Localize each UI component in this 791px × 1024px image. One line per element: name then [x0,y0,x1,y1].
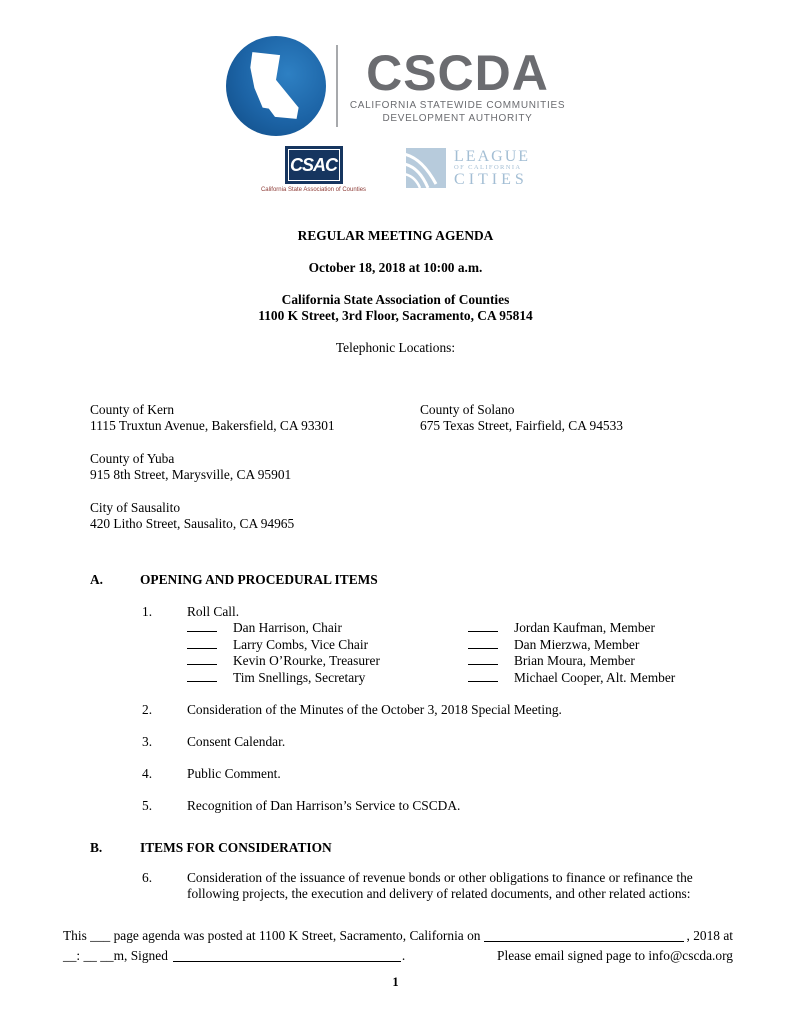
roll-call-entry [187,620,468,637]
roll-call-blank [187,620,217,632]
roll-call-name: Michael Cooper, Alt. Member [514,669,676,685]
date-blank [484,941,683,942]
posting-notice [63,926,733,966]
location-name: County of Kern [90,402,175,417]
item-text: Consideration of the issuance of revenue bonds or other obligations to finance or refinance the following projects, the execution and delivery of related documents, and other related actions: [187,870,693,901]
section-title: OPENING AND PROCEDURAL ITEMS [140,572,378,587]
league-line1: LEAGUE [454,148,531,165]
location-name: County of Solano [420,402,515,417]
meeting-datetime: October 18, 2018 at 10:00 a.m. [308,260,483,275]
agenda-item-consent-calendar [0,734,791,750]
roll-call-name: Jordan Kaufman, Member [514,620,655,635]
roll-call-entry [468,620,699,637]
roll-call-label: Roll Call. [187,604,240,619]
location-name: City of Sausalito [90,500,181,515]
posting-text: This ___ page agenda was posted at 1100 K Street, Sacramento, California on [63,928,481,943]
item-number: 2. [142,702,153,717]
meeting-title-block [0,228,791,356]
location-address: 1115 Truxtun Avenue, Bakersfield, CA 93301 [90,418,335,433]
item-number: 4. [142,766,153,781]
posting-notice-line1 [63,926,733,946]
league-line2: OF CALIFORNIA [454,164,522,171]
meeting-venue [0,292,791,324]
location-county-of-kern [90,402,420,434]
roll-call-blank [468,670,498,682]
roll-call-blank [187,653,217,665]
roll-call-name: Dan Harrison, Chair [233,620,342,635]
roll-call-blank [468,620,498,632]
agenda-item-roll-call [0,604,791,686]
item-text: Consent Calendar. [187,734,286,749]
roll-call-name: Dan Mierzwa, Member [514,636,640,652]
cscda-acronym: CSCDA [366,45,549,101]
roll-call-blank [468,637,498,649]
roll-call-name: Brian Moura, Member [514,653,635,668]
agenda-item-bond-issuance [0,870,791,902]
cscda-subtitle-line1: CALIFORNIA STATEWIDE COMMUNITIES [349,100,566,111]
section-letter: A. [90,572,104,587]
roll-call-entry [187,637,468,654]
location-county-of-solano [420,402,791,434]
item-text: Public Comment. [187,766,281,781]
roll-call-entry [187,653,468,670]
venue-address: 1100 K Street, 3rd Floor, Sacramento, CA 95814 [258,308,533,323]
csac-box-inner [288,149,340,181]
section-b-heading [0,840,791,856]
location-address: 915 8th Street, Marysville, CA 95901 [90,467,292,482]
location-name: County of Yuba [90,451,175,466]
roll-call-list [187,620,699,686]
location-address: 420 Litho Street, Sausalito, CA 94965 [90,516,295,531]
csac-logo [261,146,366,194]
meeting-title: REGULAR MEETING AGENDA [297,228,494,243]
roll-call-name: Larry Combs, Vice Chair [233,636,369,652]
logo-divider [336,45,338,127]
roll-call-name: Tim Snellings, Secretary [233,669,366,685]
roll-call-blank [187,670,217,682]
location-county-of-yuba [90,451,420,483]
roll-call-entry [187,670,468,687]
california-state-icon [245,49,307,123]
posting-text: . [401,948,406,963]
item-text: Consideration of the Minutes of the October 3, 2018 Special Meeting. [187,702,562,717]
csac-box-icon [285,146,343,184]
item-number: 1. [142,604,153,619]
league-logo-text [454,149,530,187]
venue-name: California State Association of Counties [281,292,510,307]
agenda-item-recognition [0,798,791,814]
section-letter: B. [90,840,103,855]
location-row [90,451,791,483]
cscda-subtitle-line2: DEVELOPMENT AUTHORITY [382,113,533,124]
partner-logos [261,146,530,198]
league-swoosh-icon [406,148,446,188]
section-title: ITEMS FOR CONSIDERATION [140,840,332,855]
email-note: Please email signed page to info@cscda.org [497,948,733,963]
league-line3: CITIES [454,171,528,188]
roll-call-name: Kevin O’Rourke, Treasurer [233,653,380,668]
posting-text: , 2018 at [686,928,733,943]
location-address: 675 Texas Street, Fairfield, CA 94533 [420,418,623,433]
page-number: 1 [392,975,399,989]
roll-call-entry [468,670,699,687]
location-city-of-sausalito [90,500,420,532]
cscda-logo [226,36,565,136]
csac-caption: California State Association of Counties [260,187,367,193]
telephonic-locations [0,402,791,532]
roll-call-entry [468,653,699,670]
item-number: 3. [142,734,153,749]
agenda-item-minutes [0,702,791,718]
roll-call-blank [468,653,498,665]
cscda-globe-icon [226,36,326,136]
location-row [90,402,791,434]
agenda-body [0,572,791,902]
posting-text: __: __ __m, Signed [63,948,168,963]
item-number: 6. [142,870,153,885]
cscda-logo-text [350,47,565,125]
roll-call-entry [468,637,699,654]
item-number: 5. [142,798,153,813]
roll-call-blank [187,637,217,649]
item-body [187,604,699,686]
location-row [90,500,791,532]
signature-blank [173,961,401,962]
posting-notice-line2 [63,946,733,966]
csac-acronym: CSAC [289,155,337,175]
telephonic-locations-label: Telephonic Locations: [335,340,456,355]
league-logo [406,148,530,188]
section-a-heading [0,572,791,588]
document-header [0,0,791,198]
agenda-item-public-comment [0,766,791,782]
item-text: Recognition of Dan Harrison’s Service to CSCDA. [187,798,461,813]
